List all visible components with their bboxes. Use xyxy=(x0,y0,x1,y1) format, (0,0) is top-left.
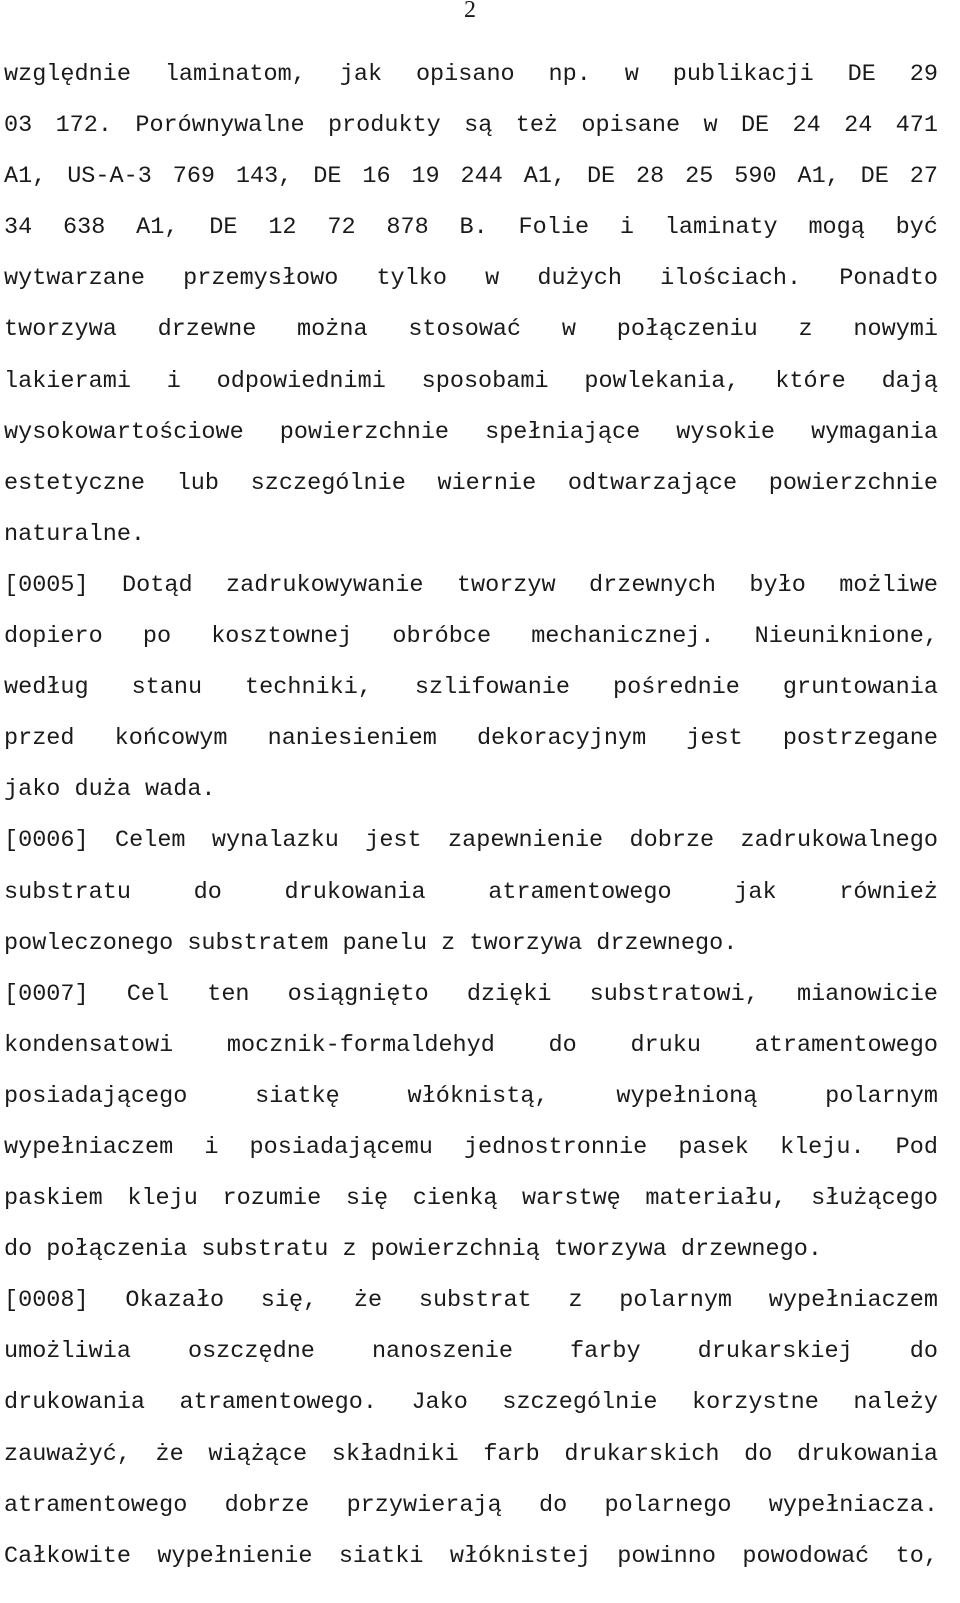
text-line: względnie laminatom, jak opisano np. w publikacji DE 29 xyxy=(4,61,938,88)
text-line: [0007] Cel ten osiągnięto dzięki substratowi, mianowicie xyxy=(4,980,938,1008)
text-line: jako duża wada. xyxy=(4,776,216,804)
page-number: 2 xyxy=(464,0,476,23)
text-line: wypełniaczem i posiadającemu jednostronnie pasek kleju. Pod xyxy=(4,1133,938,1161)
text-line: [0005] Dotąd zadrukowywanie tworzyw drzewnych było możliwe xyxy=(4,571,938,599)
text-line: naturalne. xyxy=(4,520,146,548)
text-line: wysokowartościowe powierzchnie spełniające wysokie wymagania xyxy=(4,418,938,446)
text-line: substratu do drukowania atramentowego jak również xyxy=(4,878,938,906)
text-line: posiadającego siatkę włóknistą, wypełnioną polarnym xyxy=(4,1082,938,1110)
text-line: 34 638 A1, DE 12 72 878 B. Folie i laminaty mogą być xyxy=(4,214,938,242)
text-line: paskiem kleju rozumie się cienką warstwę materiału, służącego xyxy=(4,1185,938,1213)
text-line: tworzywa drzewne można stosować w połączeniu z nowymi xyxy=(4,316,938,344)
text-line: do połączenia substratu z powierzchnią tworzywa drzewnego. xyxy=(4,1236,822,1264)
text-line: Całkowite wypełnienie siatki włóknistej powinno powodować to, xyxy=(4,1542,938,1570)
text-line: powleczonego substratem panelu z tworzywa drzewnego. xyxy=(4,929,738,957)
text-line: drukowania atramentowego. Jako szczególnie korzystne należy xyxy=(4,1389,938,1417)
text-line: 03 172. Porównywalne produkty są też opisane w DE 24 24 471 xyxy=(4,112,938,140)
text-line: według stanu techniki, szlifowanie pośrednie gruntowania xyxy=(4,674,938,702)
text-line: [0008] Okazało się, że substrat z polarnym wypełniaczem xyxy=(4,1287,938,1315)
text-line: kondensatowi mocznik-formaldehyd do druku atramentowego xyxy=(4,1031,938,1059)
text-line: lakierami i odpowiednimi sposobami powlekania, które dają xyxy=(4,367,938,395)
text-line: atramentowego dobrze przywierają do polarnego wypełniacza. xyxy=(4,1491,938,1519)
text-line: [0006] Celem wynalazku jest zapewnienie dobrze zadrukowalnego xyxy=(4,827,938,855)
text-line: zauważyć, że wiążące składniki farb drukarskich do drukowania xyxy=(4,1440,938,1468)
text-line: wytwarzane przemysłowo tylko w dużych ilościach. Ponadto xyxy=(4,265,938,293)
text-line: dopiero po kosztownej obróbce mechanicznej. Nieuniknione, xyxy=(4,623,938,651)
text-line: przed końcowym naniesieniem dekoracyjnym jest postrzegane xyxy=(4,725,938,753)
text-line: umożliwia oszczędne nanoszenie farby drukarskiej do xyxy=(4,1338,938,1366)
text-line: estetyczne lub szczególnie wiernie odtwarzające powierzchnie xyxy=(4,469,938,497)
body-text xyxy=(4,49,938,1582)
text-line: A1, US-A-3 769 143, DE 16 19 244 A1, DE 28 25 590 A1, DE 27 xyxy=(4,163,938,191)
